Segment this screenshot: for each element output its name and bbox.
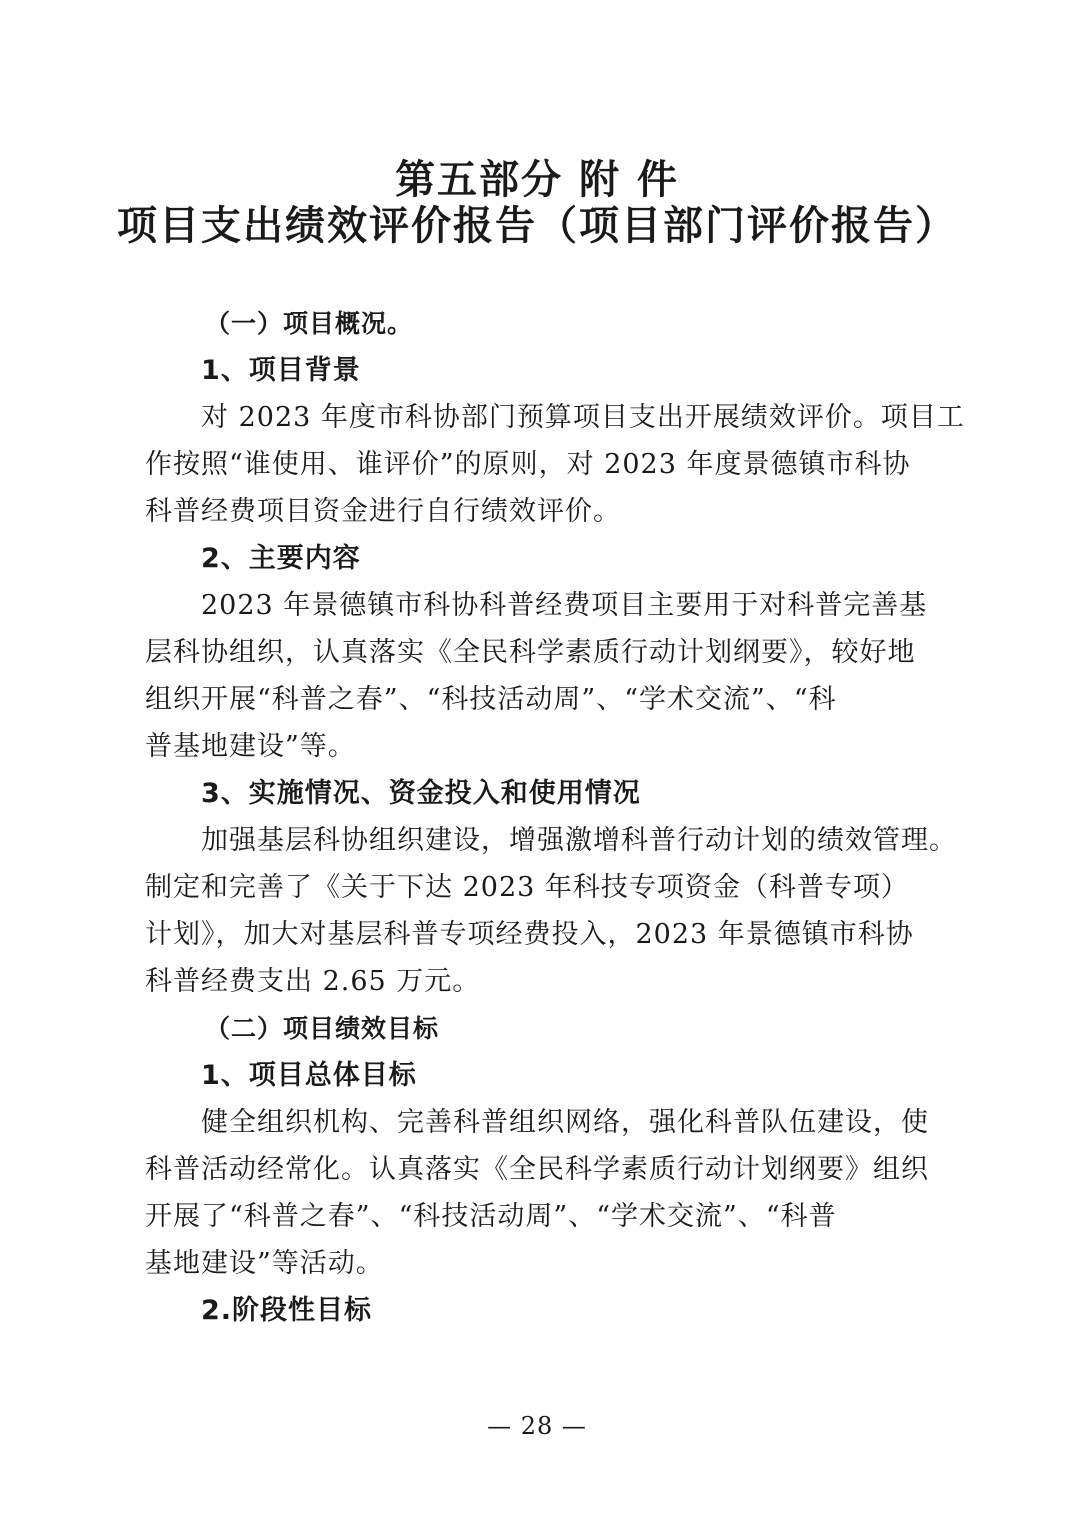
subheading-implementation: 3、实施情况、资金投入和使用情况 [201, 778, 641, 809]
subheading-stage-goal: 2.阶段性目标 [201, 1295, 373, 1326]
paragraph-line: 科普活动经常化。认真落实《全民科学素质行动计划纲要》组织 [145, 1154, 929, 1185]
paragraph-line: 科普经费项目资金进行自行绩效评价。 [145, 496, 621, 527]
page-number: — 28 — [487, 1412, 587, 1440]
page-title-report: 项目支出绩效评价报告（项目部门评价报告） [117, 203, 957, 249]
paragraph-line: 加强基层科协组织建设，增强激增科普行动计划的绩效管理。 [201, 825, 957, 856]
section-heading-goals: （二）项目绩效目标 [205, 1014, 440, 1043]
paragraph-line: 对 2023 年度市科协部门预算项目支出开展绩效评价。项目工 [201, 402, 965, 433]
paragraph-line: 制定和完善了《关于下达 2023 年科技专项资金（科普专项） [145, 872, 909, 903]
paragraph-line: 层科协组织，认真落实《全民科学素质行动计划纲要》，较好地 [145, 637, 916, 668]
section-heading-overview: （一）项目概况。 [205, 309, 414, 338]
paragraph-line: 计划》，加大对基层科普专项经费投入，2023 年景德镇市科协 [145, 919, 914, 950]
subheading-overall-goal: 1、项目总体目标 [201, 1060, 417, 1091]
paragraph-line: 2023 年景德镇市科协科普经费项目主要用于对科普完善基 [201, 590, 928, 621]
subheading-background: 1、项目背景 [201, 355, 361, 386]
subheading-main-content: 2、主要内容 [201, 543, 361, 574]
paragraph-line: 组织开展“科普之春”、“科技活动周”、“学术交流”、“科 [145, 684, 837, 715]
report-body [145, 300, 965, 1334]
paragraph-line: 健全组织机构、完善科普组织网络，强化科普队伍建设，使 [201, 1107, 929, 1138]
paragraph-line: 基地建设”等活动。 [145, 1248, 384, 1279]
page-title-part: 第五部分 附 件 [395, 157, 679, 203]
paragraph-line: 开展了“科普之春”、“科技活动周”、“学术交流”、“科普 [145, 1201, 837, 1232]
paragraph-line: 普基地建设”等。 [145, 731, 356, 762]
paragraph-line: 科普经费支出 2.65 万元。 [145, 966, 481, 997]
paragraph-line: 作按照“谁使用、谁评价”的原则，对 2023 年度景德镇市科协 [145, 449, 911, 480]
